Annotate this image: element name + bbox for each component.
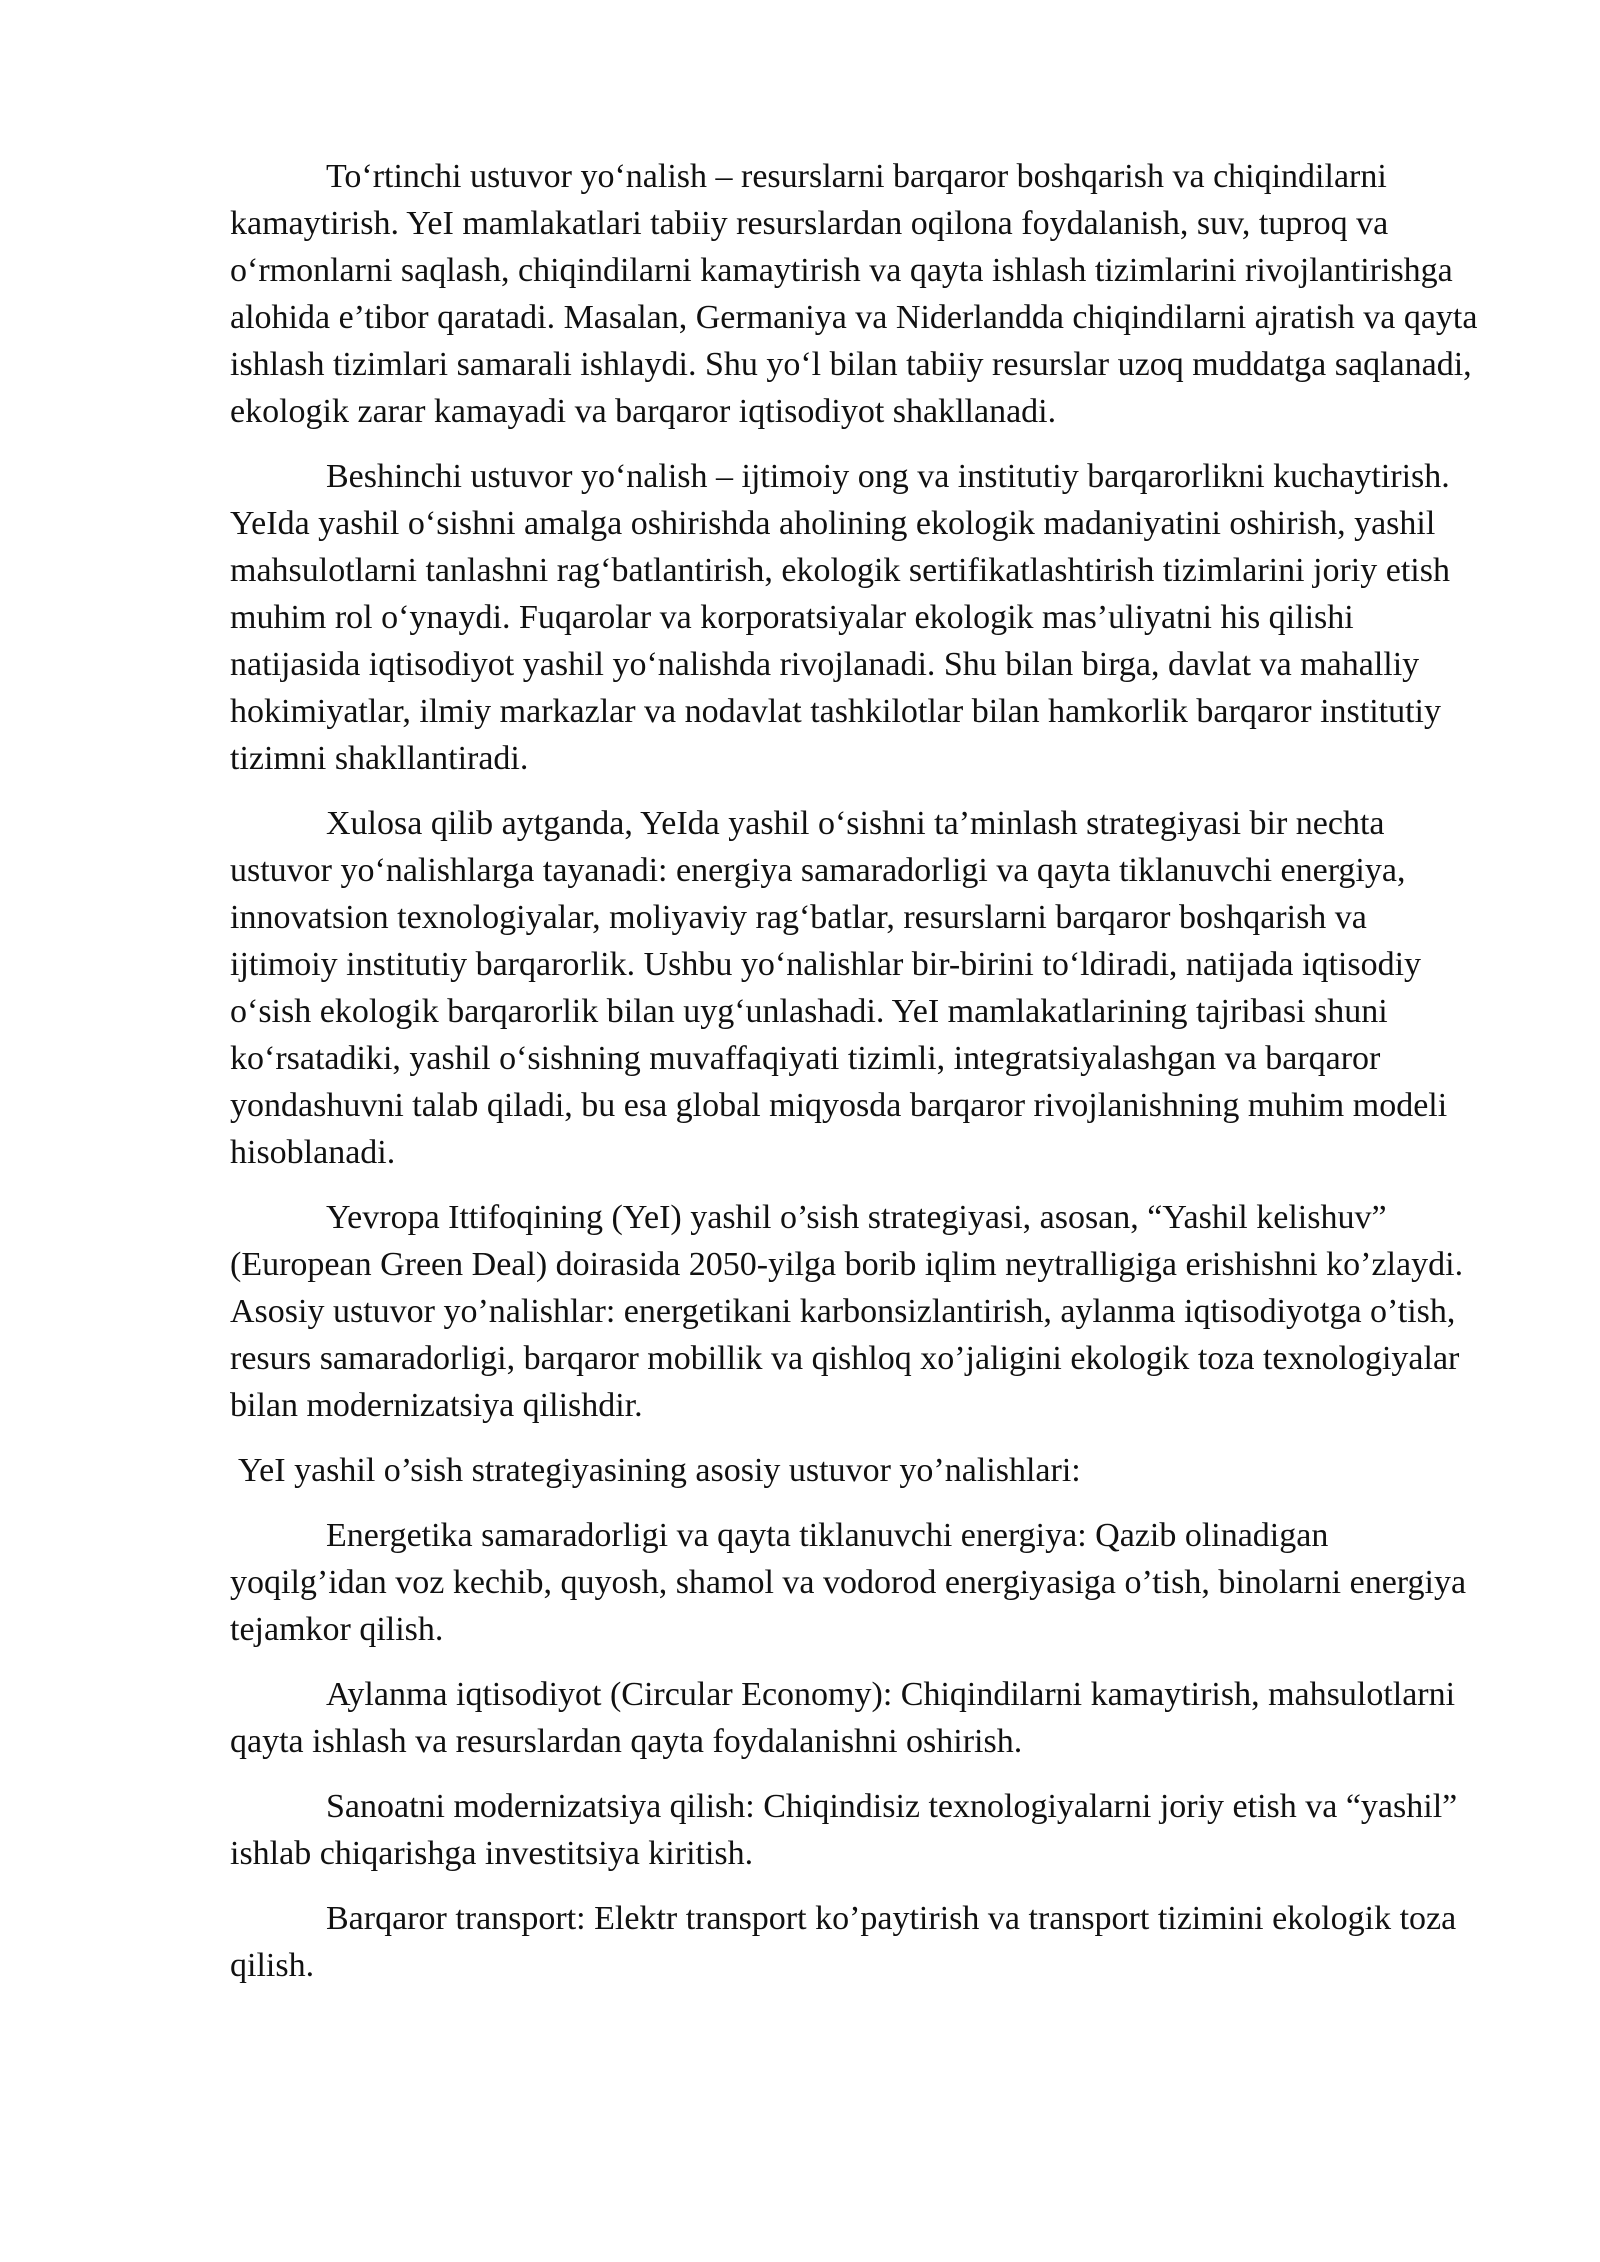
document-body xyxy=(230,153,1480,2007)
paragraph-european-green-deal: Yevropa Ittifoqining (YeI) yashil o’sish strategiyasi, asosan, “Yashil kelishuv” (European Green Deal) doirasida 2050-yilga borib iqlim neytralligiga erishishni ko’zlaydi. Asosiy ustuvor yo’nalishlar: energetikani karbonsizlantirish, aylanma iqtisodiyotga o’tish, resurs samaradorligi, barqaror mobillik va qishloq xo’jaligini ekologik toza texnologiyalar bilan modernizatsiya qilishdir. xyxy=(230,1199,1464,1424)
paragraph-conclusion: Xulosa qilib aytganda, YeIda yashil o‘sishni ta’minlash strategiyasi bir nechta ustuvor yo‘nalishlarga tayanadi: energiya samaradorligi va qayta tiklanuvchi energiya, innovatsion texnologiyalar, moliyaviy rag‘batlar, resurslarni barqaror boshqarish va ijtimoiy institutiy barqarorlik. Ushbu yo‘nalishlar bir-birini to‘ldiradi, natijada iqtisodiy o‘sish ekologik barqarorlik bilan uyg‘unlashadi. YeI mamlakatlarining tajribasi shuni ko‘rsatadiki, yashil o‘sishning muvaffaqiyati tizimli, integratsiyalashgan va barqaror yondashuvni talab qiladi, bu esa global miqyosda barqaror rivojlanishning muhim modeli hisoblanadi. xyxy=(230,805,1448,1171)
paragraph-fourth-priority: To‘rtinchi ustuvor yo‘nalish – resurslarni barqaror boshqarish va chiqindilarni kamaytirish. YeI mamlakatlari tabiiy resurslardan oqilona foydalanish, suv, tuproq va o‘rmonlarni saqlash, chiqindilarni kamaytirish va qayta ishlash tizimlarini rivojlantirishga alohida e’tibor qaratadi. Masalan, Germaniya va Niderlandda chiqindilarni ajratish va qayta ishlash tizimlari samarali ishlaydi. Shu yo‘l bilan tabiiy resurslar uzoq muddatga saqlanadi, ekologik zarar kamayadi va barqaror iqtisodiyot shakllanadi. xyxy=(230,158,1478,430)
paragraph-energy-efficiency: Energetika samaradorligi va qayta tiklanuvchi energiya: Qazib olinadigan yoqilg’idan voz kechib, quyosh, shamol va vodorod energiyasiga o’tish, binolarni energiya tejamkor qilish. xyxy=(230,1517,1467,1648)
paragraph-sustainable-transport: Barqaror transport: Elektr transport ko’paytirish va transport tizimini ekologik toza qilish. xyxy=(230,1900,1457,1984)
paragraph-circular-economy: Aylanma iqtisodiyot (Circular Economy): Chiqindilarni kamaytirish, mahsulotlarni qayta ishlash va resurslardan qayta foydalanishni oshirish. xyxy=(230,1676,1456,1760)
paragraph-industry-modernization: Sanoatni modernizatsiya qilish: Chiqindisiz texnologiyalarni joriy etish va “yashil” ishlab chiqarishga investitsiya kiritish. xyxy=(230,1788,1458,1872)
paragraph-priorities-heading: YeI yashil o’sish strategiyasining asosiy ustuvor yo’nalishlari: xyxy=(238,1452,1081,1489)
paragraph-fifth-priority: Beshinchi ustuvor yo‘nalish – ijtimoiy ong va institutiy barqarorlikni kuchaytirish. YeIda yashil o‘sishni amalga oshirishda aholining ekologik madaniyatini oshirish, yashil mahsulotlarni tanlashni rag‘batlantirish, ekologik sertifikatlashtirish tizimlarini joriy etish muhim rol o‘ynaydi. Fuqarolar va korporatsiyalar ekologik mas’uliyatni his qilishi natijasida iqtisodiyot yashil yo‘nalishda rivojlanadi. Shu bilan birga, davlat va mahalliy hokimiyatlar, ilmiy markazlar va nodavlat tashkilotlar bilan hamkorlik barqaror institutiy tizimni shakllantiradi. xyxy=(230,458,1450,777)
